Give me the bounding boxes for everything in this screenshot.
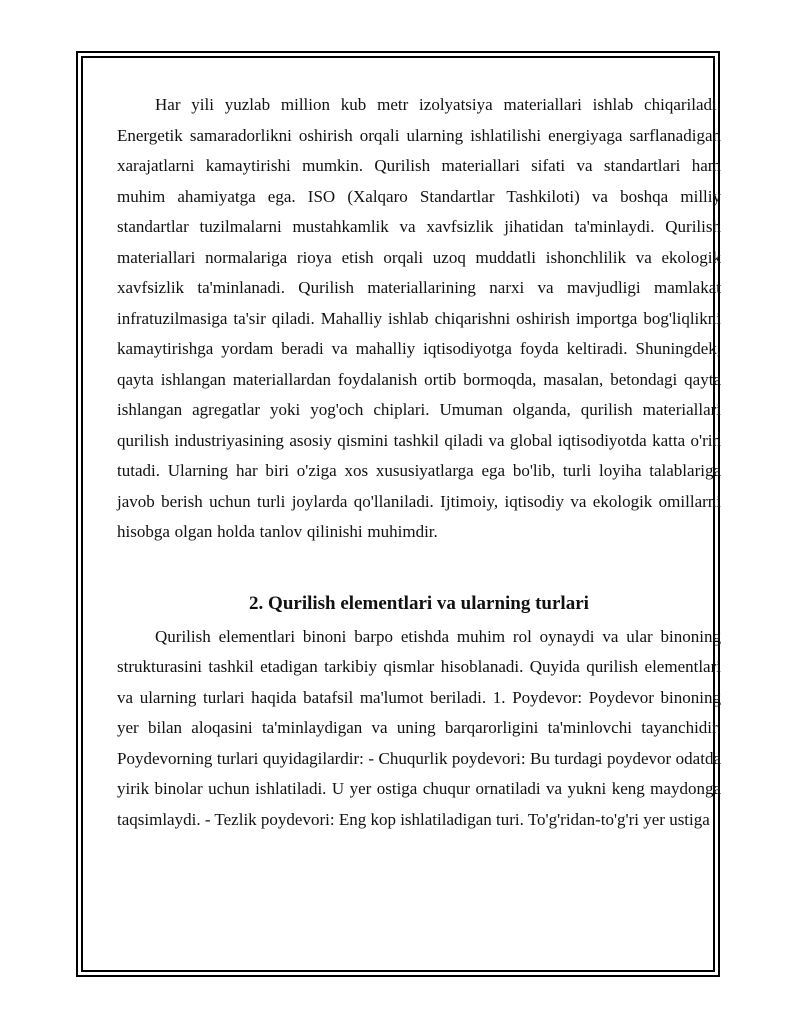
section-heading: 2. Qurilish elementlari va ularning turlari: [249, 592, 589, 614]
document-body: [117, 90, 721, 866]
paragraph-elements: Qurilish elementlari binoni barpo etishda muhim rol oynaydi va ular binoning strukturasini tashkil etadigan tarkibiy qismlar hisoblanadi. Quyida qurilish elementlari va ularning turlari haqida batafsil ma'lumot beriladi. 1. Poydevor: Poydevor binoning yer bilan aloqasini ta'minlaydigan va uning barqarorligini ta'minlovchi tayanchidir. Poydevorning turlari quyidagilardir: - Chuqurlik poydevori: Bu turdagi poydevor odatda yirik binolar uchun ishlatiladi. U yer ostiga chuqur ornatiladi va yukni keng maydonga taqsimlaydi. - Tezlik poydevori: Eng kop ishlatiladigan turi. To'g'ridan-to'g'ri yer ustiga: [117, 626, 721, 829]
paragraph-materials: Har yili yuzlab million kub metr izolyatsiya materiallari ishlab chiqariladi. Energetik samaradorlikni oshirish orqali ularning ishlatilishi energiyaga sarflanadigan xarajatlarni kamaytirishi mumkin. Qurilish materiallari sifati va standartlari ham muhim ahamiyatga ega. ISO (Xalqaro Standartlar Tashkiloti) va boshqa milliy standartlar tuzilmalarni mustahkamlik va xavfsizlik jihatidan ta'minlaydi. Qurilish materiallari normalariga rioya etish orqali uzoq muddatli ishonchlilik va ekologik xavfsizlik ta'minlanadi. Qurilish materiallarining narxi va mavjudligi mamlakat infratuzilmasiga ta'sir qiladi. Mahalliy ishlab chiqarishni oshirish importga bog'liqlikni kamaytirishga yordam beradi va mahalliy iqtisodiyotga foyda keltiradi. Shuningdek, qayta ishlangan materiallardan foydalanish ortib bormoqda, masalan, betondagi qayta ishlangan agregatlar yoki yog'och chiplari. Umuman olganda, qurilish materiallari qurilish industriyasining asosiy qismini tashkil qiladi va global iqtisodiyotda katta o'rin tutadi. Ularning har biri o'ziga xos xususiyatlarga ega bo'lib, turli loyiha talablariga javob berish uchun turli joylarda qo'llaniladi. Ijtimoiy, iqtisodiy va ekologik omillarni hisobga olgan holda tanlov qilinishi muhimdir.: [117, 95, 721, 541]
